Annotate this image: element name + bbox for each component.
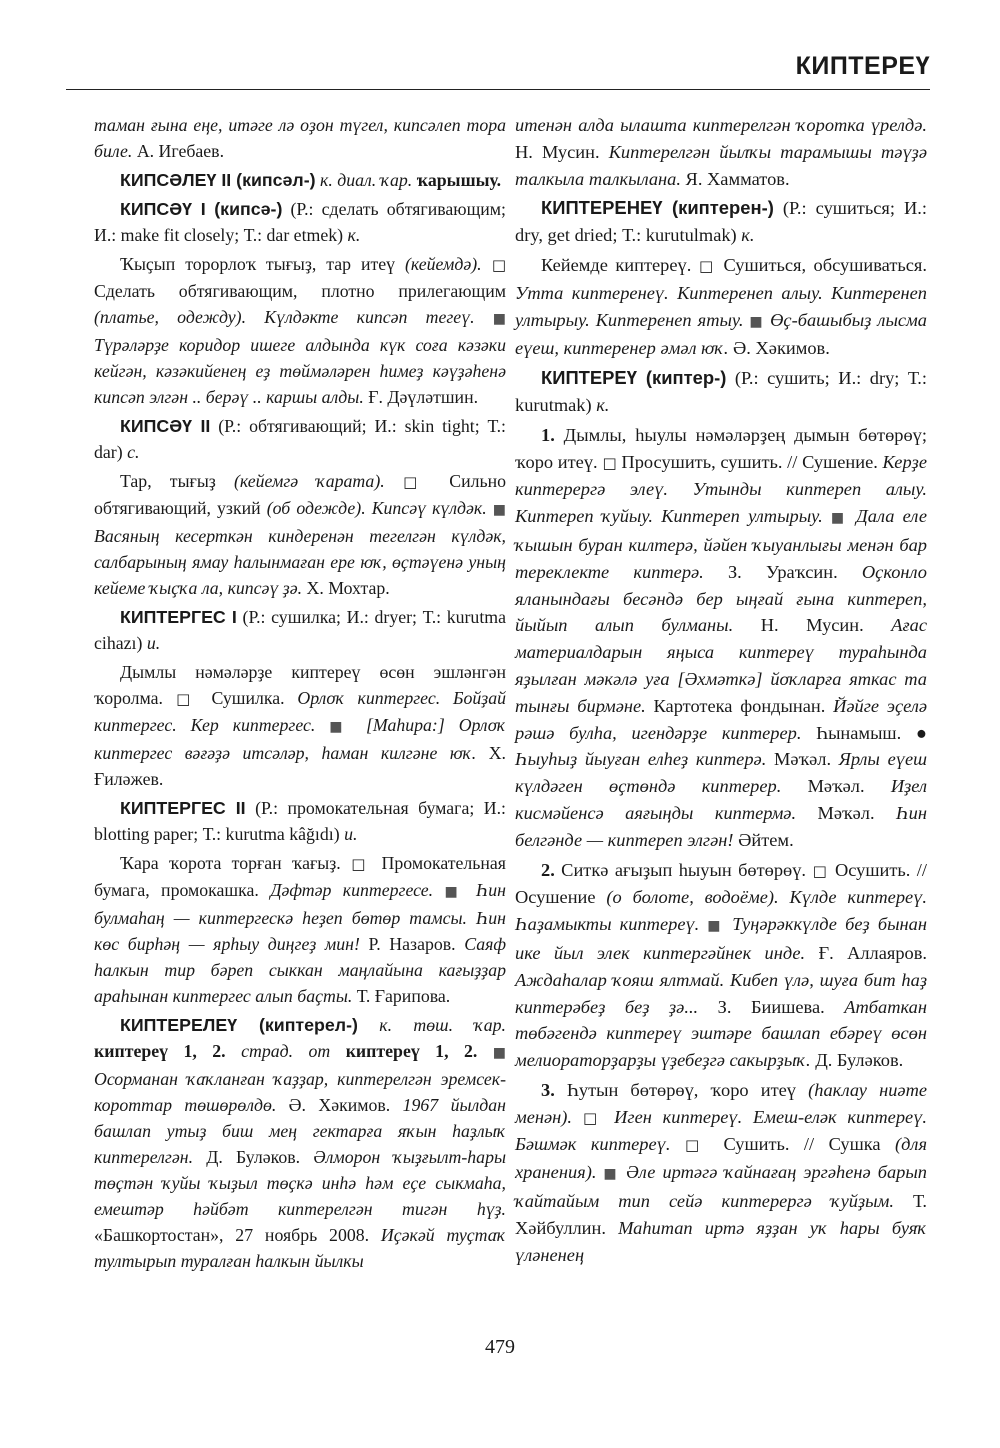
definition: Кейемде киптереү. □ Сушиться, обсушиваться. Утта киптеренеү. Киптеренеп алыу. Киптеренеп ултырыу. Киптеренеп ятыу. ■ Өҫ-башыбыҙ лысма еүеш, киптеренер әмәл юҡ. Ә. Хәкимов.: [515, 254, 927, 359]
entry-kipsau-1: КИПСӘҮ I (кипсә-) (Р.: сделать обтягивающим; И.: make fit closely; Т.: dar etmek) к.: [94, 199, 506, 245]
headword: КИПСӘҮ II: [120, 416, 211, 436]
proverb-bullet-icon: ●: [901, 722, 927, 743]
sense-2: 2. Ситкә ағыҙып һыуын бөтөрөү. □ Осушить. // Осушение (о болоте, водоёме). Күлде киптереү. Һаҙамыкты киптереү. ■ Туңәрәккүлде беҙ бынан ике йыл элек киптергәйнек инде. Ғ. Аллаяров. Аждаһалар ҡояш ялтмай. Кибеп үлә, шуға бит һаҙ киптерәбеҙ беҙ ҙә... З. Биишева. Атбаткан төбәгендә киптереү эштәре башлап ебәреү өсөн мелиораторҙарҙы үҙебеҙгә сакырҙыҡ. Д. Буләков.: [515, 859, 928, 1071]
headword: КИПСӘЛЕҮ II (кипсәл-): [120, 170, 316, 190]
entry-kiptereleu: КИПТЕРЕЛЕҮ (киптерел-) к. төш. ҡар. киптереү 1, 2. страд. от киптереү 1, 2. ■ Осорманан ҡаҡланған ҡаҙҙар, киптерелгән эремсек-короттар төшөрөлдө. Ә. Хәкимов. 1967 йылдан башлап утыҙ биш мең гектарға яҡын һаҙлыҡ киптерелгән. Д. Буләков. Әлморон ҡыҙғылт-һары төҫтән ҡуйы ҡыҙыл төҫкә инһә һәм еҫе сыкмаһа, емештәр һәйбәт киптерелгән тигән һүҙ. «Башкортостан», 27 ноябрь 2008. Иҫәкәй туҫтаҡ тултырып туралған һалкын йылкы: [94, 1015, 507, 1271]
definition: Тар, тығыҙ (кейемгә ҡарата). □ Сильно обтягивающий, узкий (об одежде). Кипсәү күлдәк. ■ Васяның кесерткән киндеренән тегелгән күлдәк, салбарының ямау һалынмаған ере юҡ, өҫтәүенә уның кейеме ҡыҫҡа ла, кипсәү ҙә. Х. Мохтар.: [94, 471, 506, 598]
definition: Ҡара ҡорота торған ҡағыҙ. □ Промокательная бумага, промокашка. Дәфтәр киптергесе. ■ Һин булмаһаң — киптергескә һеҙеп бөтөр тамсы. Һин көс бирһәң — ярһыу диңгеҙ мин! Р. Назаров. Саяф һалкын тир бәреп сыккан маңлайына кағыҙҙар араһынан киптергес алып баҫты. Т. Ғарипова.: [94, 853, 506, 1006]
headword: КИПСӘҮ I (кипсә-): [120, 199, 283, 219]
translation-square-icon: □: [597, 453, 617, 472]
translation-square-icon: □: [340, 855, 372, 873]
sense-3: 3. Һутын бөтөрөү, ҡоро итеү (һаклау ниәте менән). □ Иген киптереү. Емеш-еләк киптереү. Бәшмәк киптереү. □ Сушить. // Сушка (для хранения). ■ Әле иртәгә ҡайнағаң эргәһенә барып ҡайтайым тип сейә киптерергә ҡуйҙым. Т. Хәйбуллин. Маһитап иртә яҙҙан уҡ һары буяҡ үләненең: [515, 1079, 928, 1265]
headword: КИПТЕРЕНЕҮ (киптерен-): [541, 197, 774, 219]
translation-square-icon: □: [806, 861, 829, 880]
entry-kipsaleu-2: КИПСӘЛЕҮ II (кипсәл-) к. диал. ҡар. ҡарышыу.: [120, 170, 502, 190]
translation-square-icon: □: [670, 1136, 710, 1155]
header-rule: [66, 89, 930, 90]
headword: КИПТЕРГЕС II: [120, 798, 246, 818]
example-square-icon: ■: [474, 311, 506, 327]
translation-square-icon: □: [572, 1108, 604, 1127]
translation-square-icon: □: [162, 690, 199, 708]
entry-kipterges-2: КИПТЕРГЕС II (Р.: промокательная бумага; И.: blotting paper; Т.: kurutma kâğıdı) и.: [94, 798, 506, 844]
example-square-icon: ■: [743, 313, 765, 330]
sense-1: 1. Дымлы, һыулы нәмәләрҙең дымын бөтөрөү; ҡоро итеү. □ Просушить, сушить. // Сушение. Керҙе киптерергә элеү. Утынды киптереп алыу. Киптереп ҡуйыу. Киптереп ултырыу. ■ Дала еле ҡышын буран килтерә, йәйен ҡыуанлығы менән бар тереклекте киптерә. З. Ураҡсин. Оҫконло яланындағы бесәндә бер ыңғай ғына киптереп, йыйып алып булманы. Н. Мусин. Ағас материалдарын яңыса киптереү тураһында яҙылған мәкәлә уға [Әхмәткә] йоҡларға яткас та тынғы бирмәне. Картотека фондынан. Йәйге эҫелә рәшә булһа, игендәрҙе киптерер. Һынамыш. ● Һыуһыҙ йыуған елһеҙ киптерә. Мәҡәл. Ярлы еүеш күлдәген өҫтөндә киптерер. Мәҡәл. Иҙел кисмәйенсә аяғыңды киптермә. Мәҡәл. Һин белгәнде — киптереп элгән! Әйтем.: [515, 424, 928, 850]
translation-square-icon: □: [384, 473, 432, 491]
entry-kipterenu: КИПТЕРЕНЕҮ (киптерен-) (Р.: сушиться; И.: dry, get dried; Т.: kurutulmak) к.: [515, 197, 927, 246]
headword: КИПТЕРГЕС I: [120, 607, 237, 627]
example-square-icon: ■: [822, 510, 848, 527]
entry-kiptereu: КИПТЕРЕҮ (киптер-) (Р.: сушить; И.: dry; Т.: kurutmak) к.: [515, 367, 927, 415]
entry-kipterges-1: КИПТЕРГЕС I (Р.: сушилка; И.: dryer; Т.: kurutma cihazı) и.: [94, 607, 506, 653]
example-square-icon: ■: [486, 502, 506, 518]
left-column: [94, 112, 506, 1277]
headword: КИПТЕРЕҮ (киптер-): [541, 367, 727, 389]
definition: Ҡыҫып торорлоҡ тығыҙ, тар итеү (кейемдә). □ Сделать обтягивающим, плотно прилегающим (платье, одежду). Күлдәкте кипсәп тегеү. ■ Түрәләрҙе коридор ишеге алдында күк соға кәзәки кейгән, кәзәкийенең еҙ төймәләрен һимеҙ кәүҙәһенә кипсәп элгән .. берәү .. каршы алды. Ғ. Дәүләтшин.: [94, 254, 506, 407]
translation-square-icon: □: [691, 256, 716, 275]
entry-continuation: итенән алда ылашта киптерелгән ҡоротка үрелдә. Н. Мусин. Киптерелгән йылҡы тарамышы тәүҙә талкыла талкылана. Я. Хамматов.: [515, 115, 927, 189]
headword: КИПТЕРЕЛЕҮ (киптерел-): [120, 1015, 358, 1035]
example-square-icon: ■: [596, 1166, 619, 1183]
example-square-icon: ■: [433, 884, 465, 900]
entry-continuation: таман ғына еңе, итәге лә оҙон түгел, кипсәлеп тора биле. А. Игебаев.: [94, 115, 506, 161]
definition: Дымлы нәмәләрҙе киптереү өсөн эшләнгән ҡоролма. □ Сушилка. Орлоҡ киптергес. Бойҙай киптергес. Кер киптергес. ■ [Маһира:] Орлоҡ киптергес вәғәҙә итсәләр, һаман килгәне юҡ. Х. Ғиләжев.: [94, 662, 506, 789]
running-head: КИПТЕРЕҮ: [795, 52, 930, 80]
translation-square-icon: □: [481, 256, 506, 274]
example-square-icon: ■: [477, 1045, 506, 1061]
right-column: [515, 112, 927, 1271]
example-square-icon: ■: [315, 719, 353, 735]
entry-kipsau-2: КИПСӘҮ II (Р.: обтягивающий; И.: skin tight; Т.: dar) с.: [94, 416, 507, 462]
page-number: 479: [485, 1336, 515, 1358]
example-square-icon: ■: [699, 918, 725, 935]
